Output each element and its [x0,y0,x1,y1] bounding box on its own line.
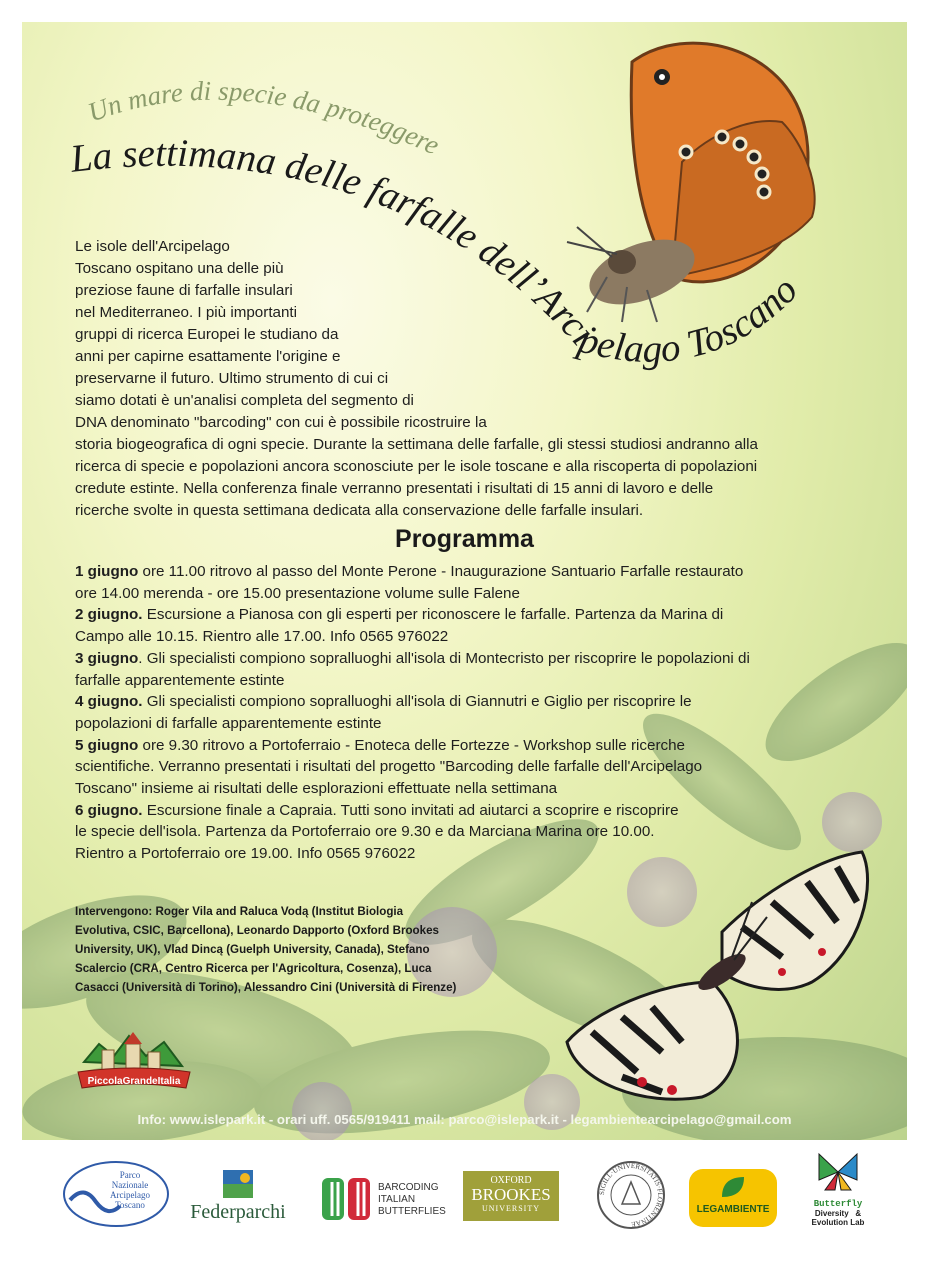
piccola-grande-italia-logo [74,1022,194,1102]
speakers-line: Intervengono: Roger Vila and Raluca Vodą (Institut Biologia [75,905,404,918]
oxford-brookes-logo: OXFORD BROOKES UNIVERSITY [463,1171,559,1221]
intro-line: Toscano ospitano una delle più [75,260,284,277]
intro-line: DNA denominato "barcoding" con cui è possibile ricostruire la [75,414,487,431]
intro-line: ricerca di specie e popolazioni ancora sconosciute per le isole toscane e alla riscoperta di popolazioni [75,458,758,475]
speakers-paragraph [75,902,456,997]
svg-text:PiccolaGrandeItalia: PiccolaGrandeItalia [87,1076,181,1087]
program-line: Campo alle 10.15. Rientro alle 17.00. Info 0565 976022 [75,628,449,646]
program-line: 3 giugno. Gli specialisti compiono sopralluoghi all'isola di Montecristo per riscoprire le popolazioni di [75,649,750,667]
program-title: Programma [395,525,534,553]
program-line: 5 giugno ore 9.30 ritrovo a Portoferraio - Enoteca delle Fortezze - Workshop sulle ricerche [75,736,685,754]
program-line: Toscano" insieme ai risultati delle esplorazioni effettuate nella settimana [75,780,558,798]
program-line: 4 giugno. Gli specialisti compiono sopralluoghi all'isola di Giannutri e Giglio per riscoprire le [75,693,692,711]
butterfly-lab-icon [815,1150,861,1194]
program-list [75,561,750,865]
program-line: popolazioni di farfalle apparentemente estinte [75,714,382,732]
svg-text:SIGILL·UNIVERSITATIS·FLORENTIN: SIGILL·UNIVERSITATIS·FLORENTINAE [597,1161,665,1229]
intro-line: preziose faune di farfalle insulari [75,282,293,299]
intro-line: Le isole dell'Arcipelago [75,238,230,255]
intro-line: anni per capirne esattamente l'origine e [75,348,341,365]
intro-line: gruppi di ricerca Europei le studiano da [75,326,339,343]
speakers-line: Scalercio (CRA, Centro Ricerca per l'Agricoltura, Cosenza), Luca [75,962,432,975]
svg-text:Toscano: Toscano [115,1200,145,1210]
parco-nazionale-logo [62,1160,170,1228]
intro-line: siamo dotati è un'analisi completa del segmento di [75,392,414,409]
legambiente-leaf-icon [718,1173,748,1201]
program-line: 6 giugno. Escursione finale a Capraia. Tutti sono invitati ad aiutarci a scoprire e riscoprire [75,801,679,819]
program-line: Rientro a Portoferraio ore 19.00. Info 0565 976022 [75,845,416,863]
footer-contact-info: Info: www.islepark.it - orari uff. 0565/919411 mail: parco@islepark.it - legambientearcipelago@gmail.com [137,1112,792,1127]
barcoding-icon [318,1168,374,1224]
program-line: ore 14.00 merenda - ore 15.00 presentazione volume sulle Falene [75,584,520,602]
subtitle: Un mare di specie da proteggere [83,75,444,161]
svg-text:Nazionale: Nazionale [111,1180,149,1190]
poster [22,22,907,1140]
legambiente-logo: LEGAMBIENTE [689,1169,777,1227]
program-line: farfalle apparentemente estinte [75,671,285,689]
federparchi-icon [221,1168,255,1200]
intro-line: preservarne il futuro. Ultimo strumento di cui ci [75,370,389,387]
speakers-line: Casacci (Università di Torino), Alessandro Cini (Università di Firenze) [75,981,457,994]
intro-line: ricerche svolte in questa settimana dedicata alla conservazione delle farfalle insulari. [75,502,644,519]
intro-line: storia biogeografica di ogni specie. Durante la settimana delle farfalle, gli stessi studiosi andranno alla [75,436,758,453]
federparchi-logo: Federparchi [182,1168,294,1224]
speakers-line: University, UK), Vlad Dincą (Guelph University, Canada), Stefano [75,943,430,956]
main-title: La settimana delle farfalle dell’Arcipelago Toscano [68,131,807,371]
butterfly-lab-logo: Butterfly Diversity & Evolution Lab [806,1150,870,1227]
program-line: 1 giugno ore 11.00 ritrovo al passo del Monte Perone - Inaugurazione Santuario Farfalle restaurato [75,563,744,580]
program-line: 2 giugno. Escursione a Pianosa con gli esperti per riconoscere le farfalle. Partenza da Marina di [75,606,724,624]
svg-text:Parco: Parco [119,1170,141,1180]
program-line: scientifiche. Verranno presentati i risultati del progetto "Barcoding delle farfalle dell'Arcipelago [75,758,703,776]
intro-paragraph [75,236,758,522]
speakers-line: Evolutiva, CSIC, Barcellona), Leonardo Dapporto (Oxford Brookes [75,924,439,937]
university-seal-logo [596,1160,666,1230]
program-line: le specie dell'isola. Partenza da Portoferraio ore 9.30 e da Marciana Marina ore 10.00. [75,823,655,841]
intro-line: credute estinte. Nella conferenza finale verranno presentati i risultati di 15 anni di lavoro e delle [75,480,714,497]
barcoding-italian-butterflies-logo: BARCODING ITALIAN BUTTERFLIES [318,1168,448,1224]
intro-line: nel Mediterraneo. I più importanti [75,304,298,321]
svg-text:Arcipelago: Arcipelago [110,1190,150,1200]
